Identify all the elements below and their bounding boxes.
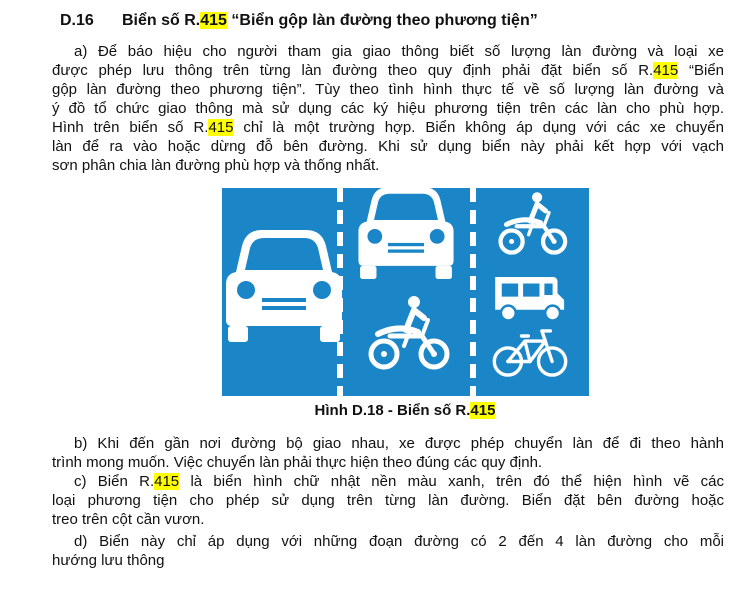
heading-title-pre: Biển số R. bbox=[122, 12, 201, 29]
paragraph-c-line-1-tail: là biển hình chữ nhật nền màu xanh, trên đó thể hiện hình vẽ các bbox=[179, 473, 724, 490]
paragraph-a-line-2 bbox=[52, 61, 724, 80]
paragraph-b-line-2: trình mong muốn. Việc chuyển làn phải thực hiện theo đúng các quy định. bbox=[52, 454, 543, 471]
paragraph-a-line-5-text: Hình trên biển số R. bbox=[52, 119, 209, 136]
paragraph-d-line-2: hướng lưu thông bbox=[52, 552, 165, 569]
paragraph-b-line-1: b) Khi đến gần nơi đường bộ giao nhau, xe được phép chuyển làn để đi theo hành bbox=[74, 435, 724, 452]
paragraph-a-line-6: làn để ra vào hoặc dừng đỗ bên đường. Khi sử dụng biển này phải kết hợp với vạch bbox=[52, 138, 724, 155]
heading-sign-number: 415 bbox=[200, 12, 227, 29]
paragraph-a-sign-number-2: 415 bbox=[208, 119, 234, 136]
paragraph-d bbox=[52, 532, 724, 570]
sign-r415-image bbox=[222, 188, 589, 396]
section-code: D.16 bbox=[60, 12, 94, 29]
paragraph-a-sign-number: 415 bbox=[653, 62, 679, 79]
paragraph-a-line-5-tail: chỉ là một trường hợp. Biển không áp dụng với các xe chuyển bbox=[233, 119, 724, 136]
paragraph-a-line-1: a) Để báo hiệu cho người tham gia giao thông biết số lượng làn đường và loại xe bbox=[74, 43, 724, 60]
paragraph-b bbox=[52, 434, 724, 472]
paragraph-a-line-7: sơn phân chia làn đường phù hợp và thống nhất. bbox=[52, 157, 380, 174]
paragraph-a-line-4: ý đồ tổ chức giao thông mà sử dụng các ký hiệu phương tiện trên các làn cho phù hợp. bbox=[52, 100, 724, 117]
paragraph-c bbox=[52, 472, 724, 529]
paragraph-d-line-1: d) Biển này chỉ áp dụng với những đoạn đường có 2 đến 4 làn đường cho mỗi bbox=[74, 533, 724, 550]
paragraph-a-line-5 bbox=[52, 118, 724, 137]
lane-1-car-icon bbox=[226, 230, 342, 342]
paragraph-c-sign-number: 415 bbox=[154, 473, 180, 490]
paragraph-a-line-3: gộp làn đường theo phương tiện”. Tùy theo tình hình thực tế về số lượng làn đường và bbox=[52, 81, 724, 98]
paragraph-c-line-1-text: c) Biển R. bbox=[74, 473, 155, 490]
paragraph-c-line-3: treo trên cột cần vươn. bbox=[52, 511, 205, 528]
paragraph-a-line-2-text: được phép lưu thông trên từng làn đường theo quy định phải đặt biển số R. bbox=[52, 62, 654, 79]
figure-caption bbox=[0, 402, 750, 419]
lane-2-car-icon bbox=[358, 188, 453, 279]
paragraph-a-line-2-tail: “Biển bbox=[678, 62, 725, 79]
section-heading bbox=[60, 12, 538, 30]
heading-title-post: “Biển gộp làn đường theo phương tiện” bbox=[226, 12, 538, 29]
paragraph-a bbox=[52, 42, 724, 175]
paragraph-c-line-1 bbox=[52, 472, 724, 491]
figure-caption-number: 415 bbox=[470, 402, 496, 419]
paragraph-c-line-2: loại phương tiện cho phép sử dụng trên từng làn đường. Biển đặt bên đường hoặc bbox=[52, 492, 724, 509]
figure-caption-text: Hình D.18 - Biển số R. bbox=[314, 402, 471, 419]
